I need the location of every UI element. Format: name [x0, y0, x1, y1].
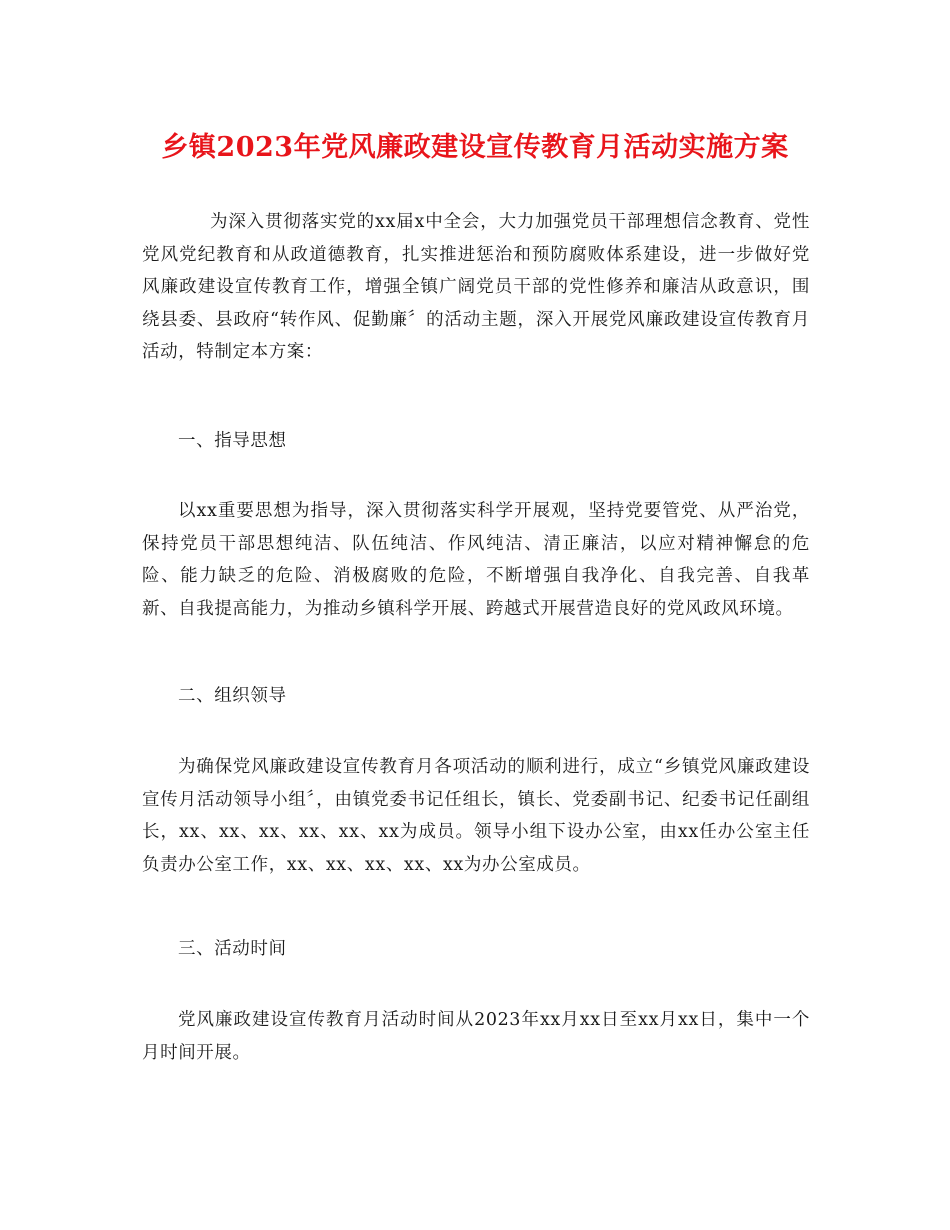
section-heading-organization: 二、组织领导 [178, 686, 287, 706]
section-body-guiding-thought: 以xx重要思想为指导，深入贯彻落实科学开展观，坚持党要管党、从严治党，保持党员干部思想纯洁、队伍纯洁、作风纯洁、清正廉洁，以应对精神懈怠的危险、能力缺乏的危险、消极腐败的危险，不断增强自我净化、自我完善、自我革新、自我提高能力，为推动乡镇科学开展、跨越式开展营造良好的党风政风环境。 [142, 501, 810, 619]
section-heading-activity-time: 三、活动时间 [178, 939, 287, 959]
section-heading-guiding-thought: 一、指导思想 [178, 431, 287, 451]
section-body-activity-time: 党风廉政建设宣传教育月活动时间从2023年xx月xx日至xx月xx日，集中一个月时间开展。 [142, 1010, 810, 1063]
document-title: 乡镇2023年党风廉政建设宣传教育月活动实施方案 [161, 132, 789, 163]
section-body-organization: 为确保党风廉政建设宣传教育月各项活动的顺利进行，成立“乡镇党风廉政建设宣传月活动领导小组〞，由镇党委书记任组长，镇长、党委副书记、纪委书记任副组长，xx、xx、xx、xx、xx、xx为成员。领导小组下设办公室，由xx任办公室主任负责办公室工作，xx、xx、xx、xx、xx为办公室成员。 [142, 757, 810, 875]
intro-paragraph: 为深入贯彻落实党的xx届x中全会，大力加强党员干部理想信念教育、党性党风党纪教育和从政道德教育，扎实推进惩治和预防腐败体系建设，进一步做好党风廉政建设宣传教育工作，增强全镇广阔党员干部的党性修养和廉洁从政意识，围绕县委、县政府“转作风、促勤廉〞的活动主题，深入开展党风廉政建设宣传教育月活动，特制定本方案： [142, 212, 810, 362]
